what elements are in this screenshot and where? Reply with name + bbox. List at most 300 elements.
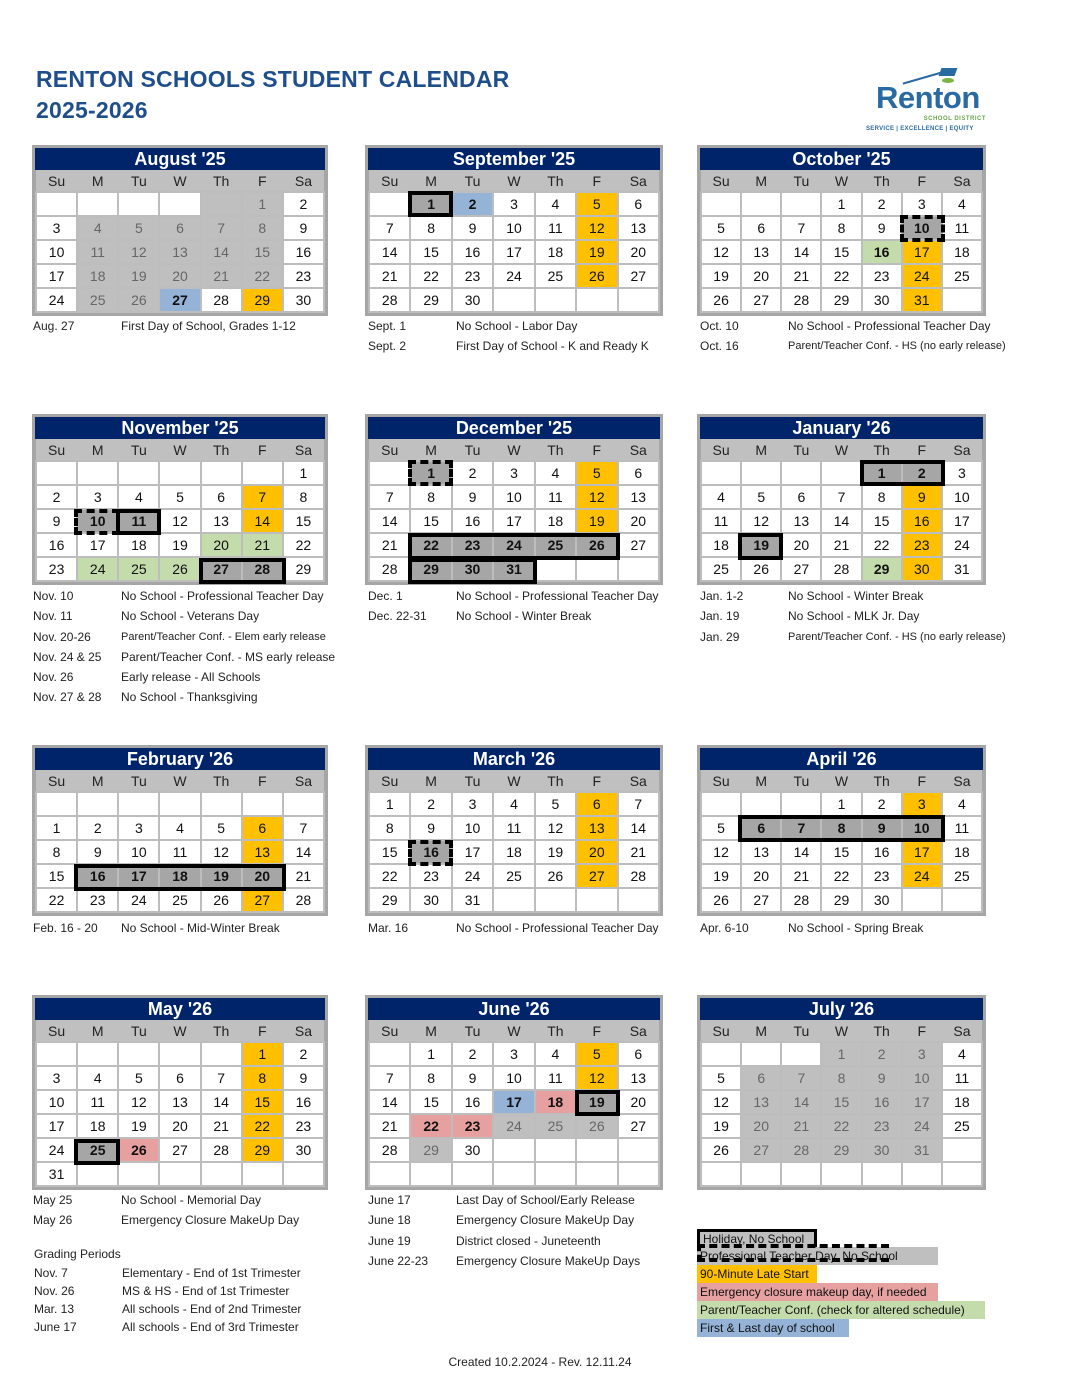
note-row (368, 918, 659, 938)
day-cell: 1 (821, 792, 861, 816)
note-row (33, 647, 335, 667)
day-cell: 19 (576, 240, 617, 264)
empty-cell (77, 461, 118, 485)
day-cell: 8 (862, 485, 902, 509)
day-cell: 12 (576, 485, 617, 509)
weekday-header: W (493, 439, 534, 461)
empty-cell (242, 792, 283, 816)
day-cell: 7 (201, 1066, 242, 1090)
day-cell: 24 (493, 1114, 534, 1138)
title-line-2: 2025-2026 (36, 97, 148, 123)
day-cell: 3 (902, 192, 942, 216)
day-cell: 26 (576, 533, 617, 557)
weekday-header: Sa (942, 170, 982, 192)
day-cell: 21 (781, 1114, 821, 1138)
day-cell: 31 (452, 888, 493, 912)
weekday-header: W (821, 770, 861, 792)
day-cell: 18 (535, 240, 576, 264)
day-cell: 19 (118, 264, 159, 288)
day-cell: 7 (201, 216, 242, 240)
day-cell: 6 (201, 485, 242, 509)
month-december (365, 414, 663, 585)
grading-period-row (34, 1300, 301, 1318)
day-cell: 5 (701, 816, 741, 840)
weekday-header: M (77, 439, 118, 461)
day-cell: 14 (821, 509, 861, 533)
day-cell: 1 (36, 816, 77, 840)
weekday-header: M (410, 770, 451, 792)
day-cell: 10 (452, 816, 493, 840)
day-cell: 16 (36, 533, 77, 557)
weekday-header: F (902, 1020, 942, 1042)
day-cell: 24 (493, 533, 534, 557)
day-cell: 5 (118, 1066, 159, 1090)
day-cell: 11 (493, 816, 534, 840)
day-cell: 16 (862, 840, 902, 864)
note-date: Nov. 10 (33, 589, 74, 603)
weekday-header: Tu (452, 770, 493, 792)
day-cell: 2 (283, 1042, 324, 1066)
day-cell: 12 (576, 216, 617, 240)
day-cell: 9 (862, 1066, 902, 1090)
day-cell: 1 (862, 461, 902, 485)
empty-cell (741, 1042, 781, 1066)
weekday-header: Su (701, 170, 741, 192)
empty-cell (535, 557, 576, 581)
day-cell: 20 (618, 1090, 659, 1114)
day-cell: 22 (36, 888, 77, 912)
day-cell: 2 (77, 816, 118, 840)
day-cell: 13 (741, 240, 781, 264)
day-cell: 31 (942, 557, 982, 581)
empty-cell (159, 192, 200, 216)
day-cell: 17 (902, 840, 942, 864)
day-cell: 16 (283, 240, 324, 264)
empty-cell (701, 1042, 741, 1066)
weekday-header: Tu (452, 439, 493, 461)
day-cell: 16 (452, 509, 493, 533)
note-row (700, 586, 1006, 606)
day-cell: 9 (410, 816, 451, 840)
day-cell: 12 (159, 509, 200, 533)
legend-late-start: 90-Minute Late Start (697, 1265, 817, 1283)
day-cell: 22 (242, 1114, 283, 1138)
day-cell: 25 (535, 533, 576, 557)
empty-cell (77, 1162, 118, 1186)
day-cell: 17 (902, 1090, 942, 1114)
day-cell: 10 (493, 485, 534, 509)
day-cell: 24 (118, 888, 159, 912)
day-cell: 21 (283, 864, 324, 888)
day-cell: 22 (410, 533, 451, 557)
note-date: May 25 (33, 1193, 73, 1207)
day-cell: 1 (410, 1042, 451, 1066)
month-january (697, 414, 986, 585)
empty-cell (201, 1162, 242, 1186)
month-title: February '26 (35, 748, 325, 770)
month-notes (700, 316, 1006, 357)
logo-wordmark: Renton (876, 80, 980, 115)
grading-text: MS & HS - End of 1st Trimester (122, 1284, 290, 1299)
day-cell: 8 (821, 816, 861, 840)
month-october (697, 145, 986, 316)
month-notes (368, 1190, 640, 1271)
day-cell: 31 (902, 1138, 942, 1162)
note-date: Nov. 24 & 25 (33, 649, 102, 664)
day-cell: 4 (77, 216, 118, 240)
weekday-header: Th (201, 439, 242, 461)
weekday-header: Tu (118, 770, 159, 792)
note-text: First Day of School - K and Ready K (456, 339, 649, 354)
day-cell: 26 (159, 557, 200, 581)
note-row (33, 687, 335, 707)
empty-cell (201, 192, 242, 216)
day-cell: 19 (118, 1114, 159, 1138)
day-cell: 9 (77, 840, 118, 864)
day-cell: 25 (159, 888, 200, 912)
month-title: July '26 (700, 998, 983, 1020)
day-cell: 29 (283, 557, 324, 581)
day-cell: 22 (821, 264, 861, 288)
note-text: Emergency Closure MakeUp Day (456, 1213, 635, 1228)
day-cell: 7 (283, 816, 324, 840)
empty-cell (701, 792, 741, 816)
day-cell: 27 (242, 888, 283, 912)
weekday-header: Sa (942, 439, 982, 461)
day-cell: 21 (369, 1114, 410, 1138)
day-cell: 12 (201, 840, 242, 864)
weekday-header: Su (36, 170, 77, 192)
note-date: Apr. 6-10 (700, 921, 749, 935)
day-cell: 28 (369, 288, 410, 312)
note-row (368, 1231, 640, 1251)
month-june (365, 995, 663, 1190)
day-cell: 31 (902, 288, 942, 312)
day-cell: 16 (77, 864, 118, 888)
empty-cell (493, 1138, 534, 1162)
weekday-header: Tu (118, 1020, 159, 1042)
day-cell: 4 (942, 192, 982, 216)
day-cell: 25 (942, 1114, 982, 1138)
day-cell: 22 (283, 533, 324, 557)
day-cell: 8 (821, 1066, 861, 1090)
weekday-header: Su (369, 439, 410, 461)
empty-cell (242, 1162, 283, 1186)
empty-cell (118, 1162, 159, 1186)
empty-cell (576, 288, 617, 312)
empty-cell (535, 888, 576, 912)
day-cell: 11 (159, 840, 200, 864)
day-cell: 14 (781, 1090, 821, 1114)
legend-emergency-makeup: Emergency closure makeup day, if needed (697, 1283, 938, 1301)
month-notes (33, 918, 280, 938)
note-date: Dec. 1 (368, 589, 403, 603)
day-cell: 14 (369, 1090, 410, 1114)
weekday-header: Su (36, 770, 77, 792)
day-cell: 22 (821, 864, 861, 888)
month-notes (33, 316, 296, 336)
grading-period-row (34, 1282, 301, 1300)
month-notes (368, 316, 649, 357)
day-cell: 17 (36, 264, 77, 288)
day-cell: 13 (159, 240, 200, 264)
day-cell: 5 (701, 216, 741, 240)
day-cell: 18 (77, 1114, 118, 1138)
day-cell: 13 (741, 840, 781, 864)
day-cell: 6 (159, 216, 200, 240)
grading-periods (34, 1244, 301, 1336)
day-cell: 5 (576, 1042, 617, 1066)
empty-cell (369, 192, 410, 216)
empty-cell (535, 1138, 576, 1162)
day-cell: 10 (77, 509, 118, 533)
day-cell: 18 (77, 264, 118, 288)
day-cell: 25 (942, 264, 982, 288)
day-cell: 26 (701, 288, 741, 312)
day-cell: 8 (283, 485, 324, 509)
note-date: May 26 (33, 1213, 73, 1228)
weekday-header: Sa (283, 1020, 324, 1042)
weekday-header: W (493, 1020, 534, 1042)
empty-cell (242, 461, 283, 485)
empty-cell (701, 1162, 741, 1186)
day-cell: 27 (201, 557, 242, 581)
weekday-header: W (821, 170, 861, 192)
day-cell: 5 (701, 1066, 741, 1090)
day-cell: 23 (452, 533, 493, 557)
day-cell: 10 (902, 1066, 942, 1090)
day-cell: 4 (942, 792, 982, 816)
note-row (368, 586, 659, 606)
empty-cell (576, 1162, 617, 1186)
logo-motto: SERVICE | EXCELLENCE | EQUITY (866, 126, 974, 132)
note-text: No School - Winter Break (788, 589, 924, 603)
weekday-header: Th (862, 770, 902, 792)
day-cell: 17 (452, 840, 493, 864)
weekday-header: Tu (781, 1020, 821, 1042)
month-title: September '25 (368, 148, 660, 170)
day-cell: 24 (452, 864, 493, 888)
day-cell: 4 (535, 1042, 576, 1066)
day-cell: 11 (535, 485, 576, 509)
day-cell: 20 (201, 533, 242, 557)
month-march (365, 745, 663, 916)
empty-cell (821, 1162, 861, 1186)
month-notes (700, 586, 1006, 647)
day-cell: 29 (410, 288, 451, 312)
legend-professional-day: Professional Teacher Day, No School (697, 1247, 938, 1265)
day-cell: 24 (942, 533, 982, 557)
day-cell: 9 (902, 485, 942, 509)
day-cell: 31 (493, 557, 534, 581)
day-cell: 19 (159, 533, 200, 557)
day-cell: 6 (242, 816, 283, 840)
day-cell: 15 (242, 1090, 283, 1114)
weekday-header: F (242, 1020, 283, 1042)
day-cell: 11 (118, 509, 159, 533)
day-cell: 7 (369, 216, 410, 240)
day-cell: 25 (535, 264, 576, 288)
weekday-header: Su (701, 770, 741, 792)
note-text: Parent/Teacher Conf. - Elem early release (121, 630, 326, 643)
day-cell: 18 (942, 1090, 982, 1114)
empty-cell (118, 1042, 159, 1066)
day-cell: 25 (535, 1114, 576, 1138)
day-cell: 10 (493, 216, 534, 240)
day-cell: 15 (862, 509, 902, 533)
day-cell: 25 (493, 864, 534, 888)
empty-cell (201, 792, 242, 816)
day-cell: 24 (36, 288, 77, 312)
month-title: March '26 (368, 748, 660, 770)
day-cell: 29 (410, 557, 451, 581)
day-cell: 9 (283, 1066, 324, 1090)
day-cell: 15 (242, 240, 283, 264)
day-cell: 20 (159, 264, 200, 288)
day-cell: 7 (781, 1066, 821, 1090)
weekday-header: W (493, 170, 534, 192)
day-cell: 26 (576, 264, 617, 288)
month-april (697, 745, 986, 916)
day-cell: 20 (618, 509, 659, 533)
day-cell: 3 (942, 461, 982, 485)
day-cell: 9 (452, 485, 493, 509)
note-text: No School - Mid-Winter Break (121, 921, 280, 935)
weekday-header: M (410, 170, 451, 192)
day-cell: 3 (493, 1042, 534, 1066)
day-cell: 21 (201, 264, 242, 288)
day-cell: 1 (242, 1042, 283, 1066)
note-row (368, 336, 649, 356)
day-cell: 16 (452, 240, 493, 264)
title-line-1: RENTON SCHOOLS STUDENT CALENDAR (36, 66, 510, 92)
day-cell: 17 (902, 240, 942, 264)
day-cell: 20 (741, 864, 781, 888)
empty-cell (741, 192, 781, 216)
day-cell: 26 (535, 864, 576, 888)
day-cell: 25 (942, 864, 982, 888)
day-cell: 3 (902, 792, 942, 816)
day-cell: 30 (452, 557, 493, 581)
day-cell: 28 (201, 1138, 242, 1162)
day-cell: 2 (862, 192, 902, 216)
empty-cell (618, 288, 659, 312)
month-notes (368, 918, 659, 938)
weekday-header: Th (535, 170, 576, 192)
day-cell: 21 (618, 840, 659, 864)
day-cell: 10 (942, 485, 982, 509)
day-cell: 15 (821, 840, 861, 864)
day-cell: 7 (821, 485, 861, 509)
legend (697, 1229, 985, 1337)
note-row (33, 918, 280, 938)
day-cell: 6 (781, 485, 821, 509)
day-cell: 4 (118, 485, 159, 509)
day-cell: 10 (36, 1090, 77, 1114)
legend-holiday: Holiday, No School (697, 1229, 817, 1247)
day-cell: 19 (201, 864, 242, 888)
day-cell: 17 (493, 1090, 534, 1114)
weekday-header: Th (201, 170, 242, 192)
day-cell: 18 (535, 1090, 576, 1114)
weekday-header: F (242, 439, 283, 461)
note-date: Feb. 16 - 20 (33, 921, 98, 935)
weekday-header: Su (369, 170, 410, 192)
weekday-header: M (410, 439, 451, 461)
day-cell: 30 (410, 888, 451, 912)
day-cell: 12 (535, 816, 576, 840)
day-cell: 23 (452, 1114, 493, 1138)
note-text: No School - Labor Day (456, 319, 578, 333)
day-cell: 28 (781, 888, 821, 912)
weekday-header: F (902, 770, 942, 792)
note-date: Oct. 10 (700, 319, 739, 333)
empty-cell (118, 192, 159, 216)
day-cell: 14 (618, 816, 659, 840)
weekday-header: Tu (118, 170, 159, 192)
day-cell: 26 (118, 288, 159, 312)
grading-text: All schools - End of 2nd Trimester (122, 1302, 302, 1317)
note-text: No School - MLK Jr. Day (788, 609, 920, 624)
day-cell: 7 (618, 792, 659, 816)
day-cell: 8 (821, 216, 861, 240)
revision-footer: Created 10.2.2024 - Rev. 12.11.24 (448, 1355, 632, 1369)
empty-cell (781, 1042, 821, 1066)
day-cell: 4 (493, 792, 534, 816)
grading-text: Elementary - End of 1st Trimester (122, 1266, 301, 1281)
day-cell: 5 (118, 216, 159, 240)
day-cell: 19 (741, 533, 781, 557)
grading-date: Nov. 7 (34, 1266, 68, 1281)
note-text: Emergency Closure MakeUp Days (456, 1253, 641, 1268)
note-row (700, 627, 1006, 647)
day-cell: 15 (821, 1090, 861, 1114)
day-cell: 26 (201, 888, 242, 912)
day-cell: 27 (741, 288, 781, 312)
day-cell: 20 (618, 240, 659, 264)
grading-period-row (34, 1318, 301, 1336)
day-cell: 30 (283, 1138, 324, 1162)
day-cell: 27 (781, 557, 821, 581)
weekday-header: Sa (618, 170, 659, 192)
empty-cell (159, 792, 200, 816)
day-cell: 6 (618, 1042, 659, 1066)
day-cell: 24 (902, 1114, 942, 1138)
weekday-header: M (741, 770, 781, 792)
day-cell: 19 (576, 1090, 617, 1114)
note-date: Nov. 20-26 (33, 629, 91, 644)
empty-cell (942, 1162, 982, 1186)
empty-cell (493, 888, 534, 912)
day-cell: 15 (283, 509, 324, 533)
day-cell: 29 (242, 288, 283, 312)
weekday-header: Su (701, 439, 741, 461)
day-cell: 22 (242, 264, 283, 288)
note-date: June 22-23 (368, 1253, 429, 1268)
day-cell: 23 (283, 1114, 324, 1138)
day-cell: 3 (118, 816, 159, 840)
legend-parent-teacher-conf: Parent/Teacher Conf. (check for altered schedule) (697, 1301, 985, 1319)
month-title: May '26 (35, 998, 325, 1020)
day-cell: 19 (535, 840, 576, 864)
note-row (368, 1190, 640, 1210)
day-cell: 3 (493, 192, 534, 216)
empty-cell (535, 288, 576, 312)
empty-cell (741, 792, 781, 816)
day-cell: 18 (701, 533, 741, 557)
day-cell: 28 (781, 1138, 821, 1162)
day-cell: 21 (781, 264, 821, 288)
